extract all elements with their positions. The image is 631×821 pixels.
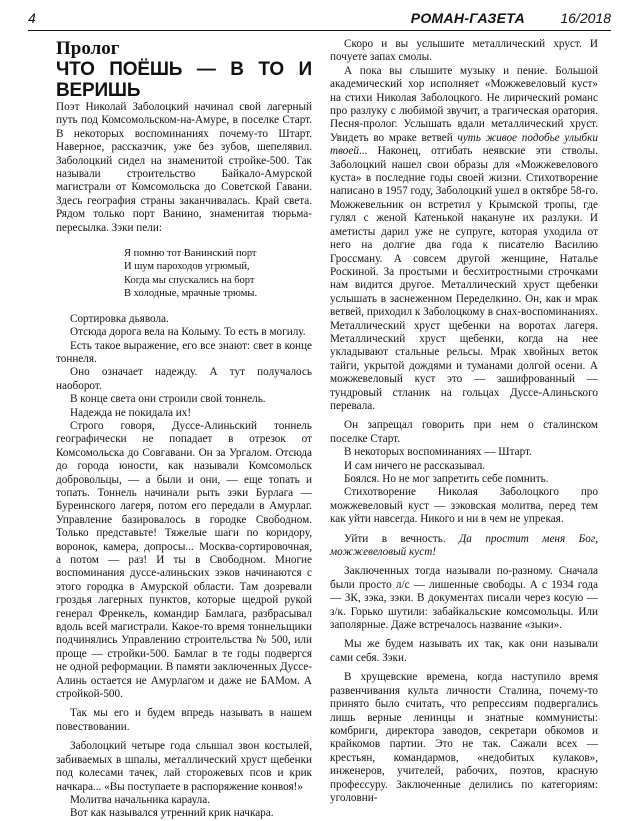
paragraph: В хрущевские времена, когда наступило время развенчивания культа личности Сталина, почему-то принято было считать, что репрессиям подвергались лишь верные ленинцы и знатные коммунисты: комбриги, директора заводов, секретари обкомов и крайкомов партии. Это не так. Сажали всех — крестьян, командармов, «недобитых кулаков», инженеров, учителей, рабочих, поэтов, красную профессуру. Заключенные делились по категориям: уголовни- bbox=[330, 671, 598, 804]
poem-line: Когда мы спускались на борт bbox=[124, 274, 255, 286]
quote-italic: чуть живое подобье улыбки твоей bbox=[330, 131, 598, 158]
paragraph: Заключенных тогда называли по-разному. Сначала были просто л/с — лишенные свободы. А с 1934 года — ЗК, зэка, зэки. В документах писали через косую — з/к. Горько шутили: забайкальские комсомольцы. Или заполярные. Даже встречалось название «зыки». bbox=[330, 565, 598, 632]
paragraph: Есть такое выражение, его все знают: свет в конце тоннеля. bbox=[56, 339, 312, 365]
page-number: 4 bbox=[28, 10, 36, 26]
paragraph: И сам ничего не рассказывал. bbox=[344, 459, 486, 472]
paragraph: Мы же будем называть их так, как они называли сами себя. Зэки. bbox=[330, 638, 598, 664]
paragraph bbox=[330, 65, 598, 414]
paragraph: В некоторых воспоминаниях — Штарт. bbox=[344, 446, 532, 459]
magazine-name: РОМАН-ГАЗЕТА bbox=[410, 10, 525, 26]
paragraph: Оно означает надежду. А тут получалось наоборот. bbox=[56, 366, 312, 392]
poem-line: В холодные, мрачные трюмы. bbox=[124, 288, 258, 300]
paragraph: Скоро и вы услышите металлический хруст. И почуете запах смолы. bbox=[330, 38, 598, 64]
paragraph-text: Уйти в вечность. bbox=[344, 532, 460, 545]
paragraph: Заболоцкий четыре года слышал звон костылей, забиваемых в шпалы, металлический хруст щебенки под колесами тачек, лай сторожевых псов и крик начкара... «Вы поступаете в распоряжение конвоя!» bbox=[56, 740, 312, 793]
paragraph: Отсюда дорога вела на Колыму. То есть в могилу. bbox=[70, 326, 306, 339]
quote-italic: Да простит меня Бог, можжевеловый куст! bbox=[330, 532, 599, 559]
poem-line: Я помню тот Ванинский порт bbox=[124, 248, 257, 260]
paragraph: Поэт Николай Заболоцкий начинал свой лагерный путь под Комсомольском-на-Амуре, в поселке Старт. В некоторых воспоминаниях почему-то Штарт. Наверное, рассказчик, уже без зубов, шепелявил. Заболоцкий сидел на знаменитой стройке-500. Так называли строительство Байкало-Амурской магистрали от Комсомольска до Советской Гавани. Здесь география страны заканчивалась. Край света. Рядом только порт Ванино, знаменитая тюрьма-пересылка. Зэки пели: bbox=[56, 101, 312, 234]
paragraph: Стихотворение Николая Заболоцкого про можжевеловый куст — зэковская молитва, перед тем как уйти навсегда. Никого и ни в чем не упрекая. bbox=[330, 486, 598, 526]
paragraph-text: ... Наконец, отгибать неявские эти стволы. Заболоцкий нашел свои образы для «Можжевелового куста» в последние годы своей жизни. Стихотворение написано в 1957 году, Заболоцкий ушел в октябре 58-го. Можжевельник он встретил у Крымской тропы, где гулял с женой Катенькой накануне их разлуки. И аметисты дарил уже не супруге, которая уходила от него на долгие два года к писателю Василию Гроссману. А совсем другой женщине, Наталье Роскиной. За простыми и бесхитростными строчками нам видится другое. Металлический хруст щебенки услышать в заснеженном Переделкино. Он, как и мрак ветвей, приходил к Заболоцкому в снах-воспоминаниях. Металлический хруст щебенки на воротах лагеря. Металлический хруст щебенки, когда на нее укладывают стальные рельсы. Мрак хвойных веток тайги, укрытой дождями и туманами долгой осени. А можжевеловый куст это — зашифрованный — тундровый стланик на гольцах Дуссе-Алиньского перевала. bbox=[330, 145, 598, 412]
page-header bbox=[28, 8, 611, 30]
poem-line: И шум пароходов угрюмый, bbox=[124, 261, 250, 273]
left-column bbox=[56, 38, 312, 821]
paragraph: Надежда не покидала их! bbox=[70, 406, 192, 419]
paragraph: Сортировка дьявола. bbox=[70, 312, 169, 325]
paragraph: Так мы его и будем впредь называть в нашем повествовании. bbox=[56, 707, 312, 733]
paragraph: Строго говоря, Дуссе-Алиньский тоннель географически не попадает в отрезок от Комсомольска до Совгавани. Он за Ургалом. Отсюда до города юности, как называли Комсомольск добровольцы, — а были и они, — еще топать и топать. Тоннель начинали рыть зэки Бурлага — Буреинского лагеря, потом его передали в Амурлаг. Управление базировалось в городке Свободном. Только представьте! Тяжелые шаги по коридору, воронок, камера, допросы... Москва-сортировочная, а потом — раз! И ты в Свободном. Многие воспоминания дуссе-алиньских зэков начинаются с этого городка в Амурской области. Там дозревали гроздья лагерных пунктов, которые щедрой рукой генерал Френкель, командир Бамлага, разбрасывал вдоль всей магистрали. Какое-то время тоннельщики подчинялись Управлению строительства № 500, или проще — стройки-500. Бамлаг в те годы подвергся не одной реформации. В памяти заключенных Дуссе-Алинь остается не Амурлагом и даже не БАМом. А стройкой-500. bbox=[56, 419, 312, 701]
paragraph: Молитва начальника караула. bbox=[70, 793, 211, 806]
paragraph bbox=[330, 533, 598, 560]
issue-number: 16/2018 bbox=[560, 10, 611, 26]
paragraph: Боялся. Но не мог запретить себе помнить. bbox=[344, 473, 549, 485]
article-title: ЧТО ПОЁШЬ — В ТО И ВЕРИШЬ bbox=[56, 59, 312, 101]
paragraph: В конце света они строили свой тоннель. bbox=[70, 393, 266, 406]
section-label: Пролог bbox=[56, 38, 120, 59]
paragraph: Он запрещал говорить при нем о сталинском поселке Старт. bbox=[330, 419, 598, 445]
paragraph: Вот как назывался утренний крик начкара. bbox=[70, 807, 274, 820]
right-column bbox=[330, 38, 598, 805]
paragraph-text: А пока вы слышите музыку и пение. Большой академический хор исполняет «Можжевеловый куст» на стихи Николая Заболоцкого. Не лирический романс про разлуку с любимой звучит, а трагическая оратория. Песня-пролог. Услышать вдали металлический хруст. Увидеть во мраке ветвей bbox=[330, 64, 598, 144]
header-rule bbox=[28, 30, 611, 31]
poem-quote bbox=[124, 247, 312, 301]
